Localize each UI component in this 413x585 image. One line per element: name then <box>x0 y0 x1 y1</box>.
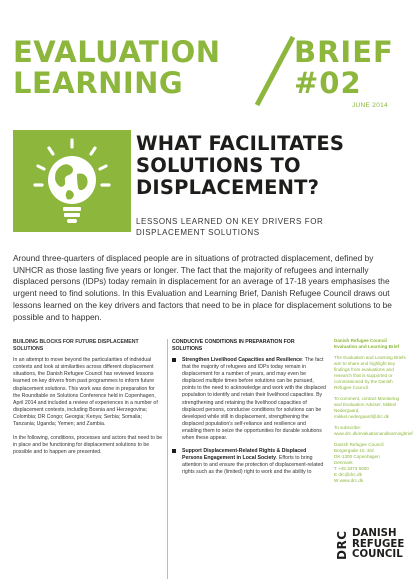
series-title: EVALUATION LEARNING <box>13 35 221 100</box>
list-item-lead: Support Displacement-Related Rights & Displaced Persons Engagement in Local Society <box>182 448 307 462</box>
list-item <box>172 448 326 476</box>
column1-paragraph: In an attempt to move beyond the particularities of individual contexts and look at similarities across different displacement situations, the Danish Refugee Council has reviewed lessons learned on key drivers from past programmes to inform future displacement solutions. This work was done in preparation for the Roundtable on Solutions Conference held in Copenhagen, April 2014 and included a review of experiences in a number of displacement contexts, including Bosnia and Herzegovina; Colombia; DR Congo; Georgia; Kenya; Serbia; Somalia; Tanzania; Uganda; Yemen; and Zambia. <box>13 357 158 428</box>
logo-text: DANISH REFUGEE COUNCIL <box>352 528 405 560</box>
article-subtitle: LESSONS LEARNED ON KEY DRIVERS FOR DISPLACEMENT SOLUTIONS <box>136 217 324 237</box>
sidebar-paragraph: The Evaluation and Learning Briefs aim to share and highlight key findings from evaluations and research that is supported or commissioned by the Danish Refugee Council. <box>334 355 406 390</box>
intro-paragraph: Around three-quarters of displaced people are in situations of protracted displacement, defined by UNHCR as those lasting five years or longer. The fact that the majority of refugees and internally displaced persons (IDPs) today remain in displacement for an average of 17-18 years emphasises the urgent need to find solutions. In this Evaluation and Learning Brief, Danish Refugee Council draws out lessons learned on the key drivers and factors that need to be in place for displacement solutions to be possible and to happen. <box>13 253 392 322</box>
column2-heading: CONDUCIVE CONDITIONS IN PREPARATION FOR SOLUTIONS <box>172 339 295 352</box>
list-item-lead: Strengthen Livelihood Capacities and Resilience <box>182 357 302 363</box>
sidebar-subscribe: To subscribe: www.drc.dk/evaluationandlearningbrief <box>334 425 413 436</box>
column1-paragraph: In the following, conditions, processes and actors that need to be in place and be functioning for displacement solutions to be possible and to happen are presented. <box>13 435 163 456</box>
article-title: WHAT FACILITATES SOLUTIONS TO DISPLACEMENT? <box>136 132 345 199</box>
hero-icon-box <box>13 130 131 232</box>
column1-heading: BUILDING BLOCKS FOR FUTURE DISPLACEMENT SOLUTIONS <box>13 339 139 353</box>
logo-mark: DRC <box>335 530 349 560</box>
sidebar-address: Danish Refugee Council Borgergade 10, 3rd DK-1300 Copenhagen Denmark T +45 3373 5000 E drc@drc.dk W www.drc.dk <box>334 442 384 483</box>
bullet-icon <box>172 358 176 362</box>
sidebar-info <box>334 338 413 489</box>
conditions-list <box>172 357 326 477</box>
bullet-icon <box>172 449 176 453</box>
list-item-text: : The fact that the majority of refugees and IDPs today remain in displacement for a number of years, and may even be displaced multiple times before solutions can be pursued, points to the need to acknowledge and work with the displaced population to identify and retain their livelihood capacities. By strengthening and retaining the livelihood capacities of displaced persons, conducive conditions for solutions can be developed while still in displacement, strengthening the displaced population's self-reliance and resilience and enabling them to seize the opportunities for durable solutions when these appear. <box>182 357 326 442</box>
sidebar-contact: To comment, contact Monitoring and Evaluation Adviser, Mikkel Nedergaard, mikkel.nedergaard@drc.dk <box>334 396 400 419</box>
publication-date: JUNE 2014 <box>352 102 388 109</box>
column-divider <box>167 339 168 579</box>
brief-label: BRIEF <box>294 35 394 69</box>
list-item-text: . Efforts to bring attention to and ensure the protection of displacement-related rights such as the (limited) right to work and the ability to <box>182 455 324 476</box>
globe-with-lightbulb-icon <box>13 130 131 232</box>
brief-number: #02 <box>294 66 362 100</box>
column-conducive-conditions <box>172 339 326 483</box>
list-item <box>172 357 326 442</box>
sidebar-heading: Danish Refugee Council Evaluation and Learning Brief <box>334 338 400 349</box>
column-building-blocks <box>13 339 163 463</box>
drc-logo <box>335 528 411 580</box>
